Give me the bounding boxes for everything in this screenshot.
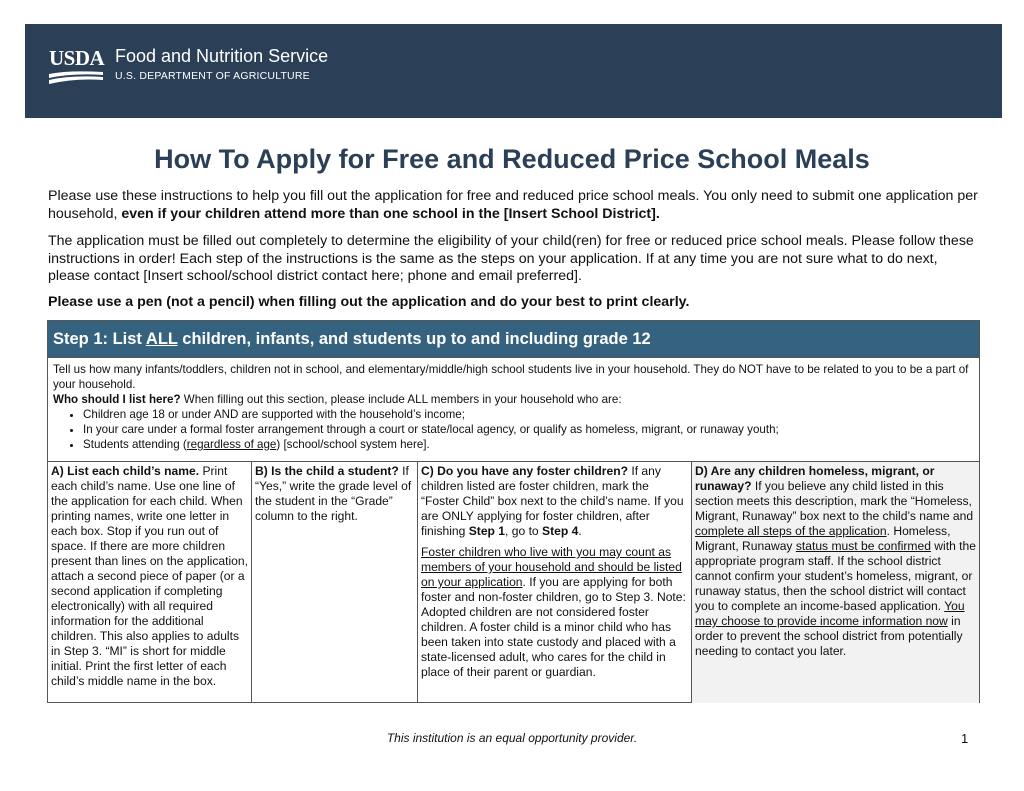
intro-paragraph-2: The application must be filled out completely to determine the eligibility of your child(ren) for free or reduced price school meals. Please follow these instructions in order! Each step of the instructions is the same as the steps on your application. If at any time you are not sure what to do next, please contact [Insert school/school district contact here; phone and email preferred]. xyxy=(48,233,974,284)
step1-intro xyxy=(48,357,979,461)
column-a: A) List each child’s name. Print each child’s name. Use one line of the application for each child. When printing names, write one letter in each box. Stop if you run out of space. If there are more children present than lines on the application, attach a second piece of paper (or a second application if completing electronically) with all required information for the additional children. This also applies to adults in Step 3. “MI” is short for middle initial. Print the first letter of each child’s middle name in the box. xyxy=(48,462,252,703)
usda-logo-text: USDA xyxy=(49,46,105,70)
step1-section xyxy=(47,320,980,703)
column-b: B) Is the child a student? If “Yes,” write the grade level of the student in the “Grade” column to the right. xyxy=(252,462,418,703)
intro-paragraph-1: Please use these instructions to help you fill out the application for free and reduced price school meals. You only need to submit one application per household, even if your children attend more than one school in the [Insert School District]. xyxy=(48,188,978,222)
usda-swoosh-icon xyxy=(49,70,103,86)
step1-description: Tell us how many infants/toddlers, children not in school, and elementary/middle/high school students live in your household. They do NOT have to be related to you to be a part of your household. xyxy=(53,363,969,391)
list-item: • In your care under a formal foster arrangement through a court or state/local agency, or qualify as homeless, migrant, or runaway youth; xyxy=(83,422,974,437)
header-banner xyxy=(25,24,1002,118)
department-name: U.S. DEPARTMENT OF AGRICULTURE xyxy=(115,70,310,82)
column-d: D) Are any children homeless, migrant, or runaway? If you believe any child listed in this section meets this description, mark the “Homeless, Migrant, Runaway” box next to the child’s name and complete all steps of the application. Homeless, Migrant, Runaway status must be confirmed with the appropriate program staff. If the school district cannot confirm your student’s homeless, migrant, or runaway status, then the school district will contact you to complete an income-based application. You may choose to provide income information now in order to prevent the school district from potentially needing to contact you later. xyxy=(692,462,979,703)
equal-opportunity-notice: This institution is an equal opportunity provider. xyxy=(386,731,638,745)
who-should-list: Who should I list here? When filling out this section, please include ALL members in your household who are: xyxy=(53,393,622,406)
usda-logo xyxy=(49,47,105,87)
page-title: How To Apply for Free and Reduced Price School Meals xyxy=(154,144,870,174)
member-list xyxy=(53,407,974,452)
agency-name: Food and Nutrition Service xyxy=(115,46,329,66)
step1-heading: Step 1: List ALL children, infants, and students up to and including grade 12 xyxy=(48,321,979,357)
list-item: • Students attending (regardless of age) [school/school system here]. xyxy=(83,437,974,452)
page-number: 1 xyxy=(961,731,969,746)
list-item: • Children age 18 or under AND are supported with the household’s income; xyxy=(83,407,974,422)
step1-columns xyxy=(48,461,979,703)
intro-paragraph-3: Please use a pen (not a pencil) when filling out the application and do your best to print clearly. xyxy=(48,294,690,310)
column-c: C) Do you have any foster children? If any children listed are foster children, mark the “Foster Child” box next to the child’s name. If you are ONLY applying for foster children, after finishing Step 1, go to Step 4. Foster children who live with you may count as members of your household and should be listed on your application. If you are applying for both foster and non-foster children, go to Step 3. Note: Adopted children are not considered foster children. A foster child is a minor child who has been taken into state custody and placed with a state-licensed adult, who cares for the child in place of their parent or guardian. xyxy=(418,462,692,703)
